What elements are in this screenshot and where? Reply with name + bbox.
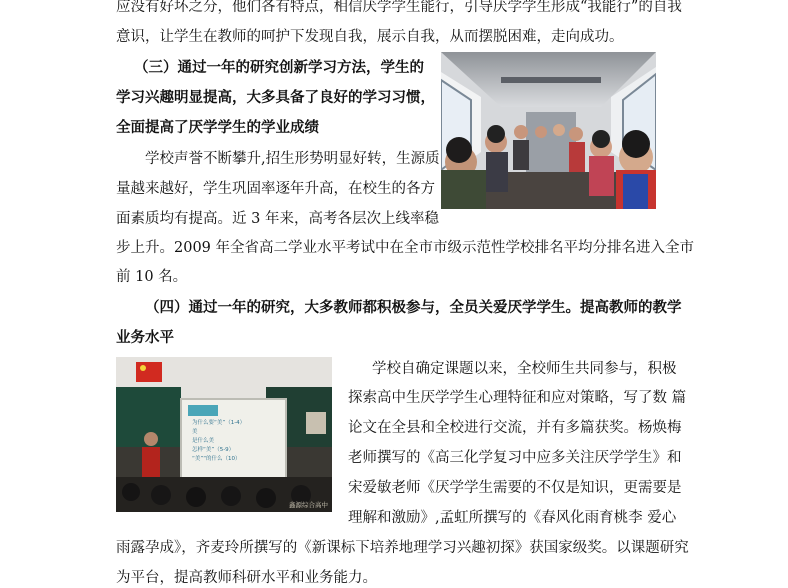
section-heading: 全面提高了厌学学生的学业成绩 <box>116 119 319 136</box>
text-line: 老师撰写的《高三化学复习中应多关注厌学学生》和 <box>348 450 682 466</box>
text-line: 探索高中生厌学学生心理特征和应对策略，写了数 篇 <box>348 390 687 406</box>
text-line: 步上升。2009 年全省高二学业水平考试中在全市市级示范性学校排名平均分排名进入全市 <box>116 240 695 256</box>
text-line: 理解和激励》,孟虹所撰写的《春风化雨育桃李 爱心 <box>348 510 677 526</box>
text-line: 学校自确定课题以来，全校师生共同参与，积极 <box>372 361 677 377</box>
section-heading: 学习兴趣明显提高，大多具备了良好的学习习惯， <box>116 89 435 106</box>
students-on-bus-photo <box>441 52 656 209</box>
screen-line: 美 <box>192 429 198 435</box>
text-line: 为平台，提高教师科研水平和业务能力。 <box>116 570 377 586</box>
text-line: 雨露孕成》，齐麦玲所撰写的《新课标下培养地理学习兴趣初探》获国家级奖。以课题研究 <box>116 540 689 556</box>
text-line: 论文在全县和全校进行交流，并有多篇获奖。杨焕梅 <box>348 420 682 436</box>
teacher-in-classroom-photo <box>116 357 332 512</box>
text-line: 宋爱敏老师《厌学学生需要的不仅是知识，更需要是 <box>348 480 682 496</box>
photo-caption: 鑫源综合高中 <box>289 501 328 509</box>
text-line: 量越来越好，学生巩固率逐年升高，在校生的各方 <box>116 181 435 197</box>
screen-line: 为什么要“美”（1-4） <box>192 420 246 426</box>
section-heading: 业务水平 <box>116 329 174 346</box>
text-line: 应没有好坏之分，他们各有特点，相信厌学学生能行，引导厌学学生形成“我能行”的自我 <box>116 0 682 15</box>
section-heading: （三）通过一年的研究创新学习方法，学生的 <box>134 59 424 76</box>
text-line: 面素质均有提高。近 3 年来，高考各层次上线率稳 <box>116 211 439 227</box>
text-line: 意识，让学生在教师的呵护下发现自我，展示自我，从而摆脱困难，走向成功。 <box>116 29 624 45</box>
screen-line: 怎样“美”（5-9） <box>192 447 235 453</box>
projector-screen <box>192 419 282 464</box>
text-line: 学校声誉不断攀升,招生形势明显好转，生源质 <box>145 151 440 167</box>
screen-line: “美”“的什么（10） <box>192 456 241 462</box>
section-heading: （四）通过一年的研究，大多教师都积极参与，全员关爱厌学学生。提高教师的教学 <box>145 299 682 316</box>
text-line: 前 10 名。 <box>116 269 188 285</box>
screen-line: 是什么美 <box>192 438 215 444</box>
